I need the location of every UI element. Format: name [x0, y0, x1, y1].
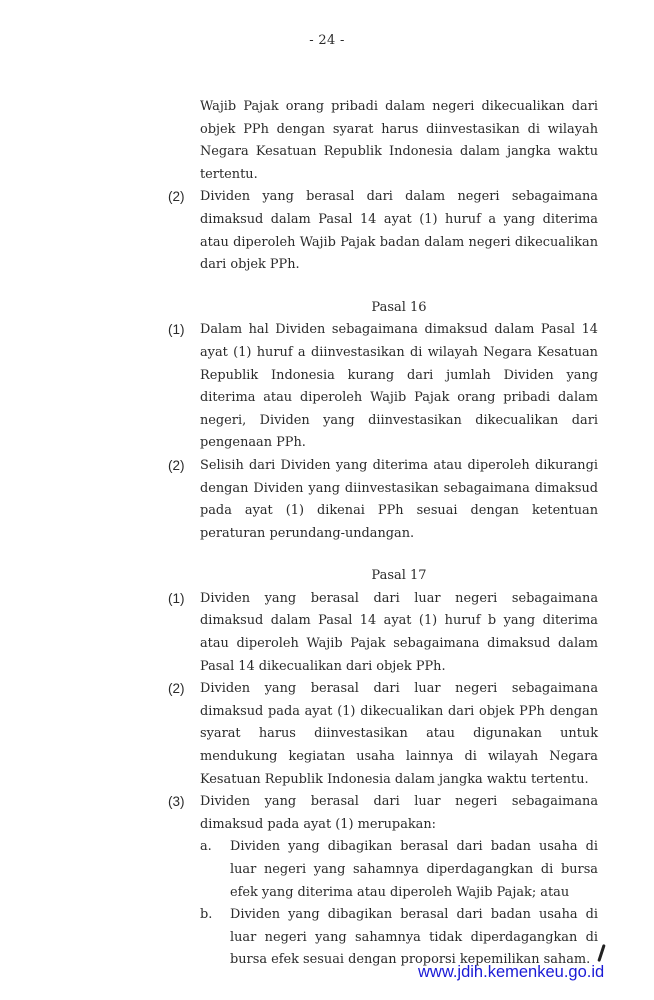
article-16-item-2	[168, 455, 598, 545]
subitem-b	[200, 904, 598, 972]
article-17-item-2	[168, 678, 598, 791]
item-text: Selisih dari Dividen yang diterima atau diperoleh dikurangi dengan Dividen yang diinvestasikan sebagaimana dimaksud pada ayat (1) dikenai PPh sesuai dengan ketentuan peraturan perundang-undangan.	[200, 457, 598, 541]
subitem-text: Dividen yang dibagikan berasal dari badan usaha di luar negeri yang sahamnya diperdagangkan di bursa efek yang diterima atau diperoleh Wajib Pajak; atau	[230, 839, 598, 900]
item-body	[200, 791, 598, 972]
subitem-text: Dividen yang dibagikan berasal dari badan usaha di luar negeri yang sahamnya tidak diperdagangkan di bursa efek sesuai dengan proporsi kepemilikan saham.	[230, 907, 598, 968]
subitem-marker: a.	[200, 839, 212, 855]
item-number: (2)	[168, 457, 185, 473]
subitem-marker: b.	[200, 907, 213, 923]
subitem-a	[200, 836, 598, 904]
article-15-item-2	[168, 186, 598, 276]
item-number: (2)	[168, 189, 185, 205]
item-text: Dividen yang berasal dari luar negeri sebagaimana dimaksud pada ayat (1) merupakan:	[200, 794, 598, 832]
continued-paragraph: Wajib Pajak orang pribadi dalam negeri dikecualikan dari objek PPh dengan syarat harus diinvestasikan di wilayah Negara Kesatuan Republik Indonesia dalam jangka waktu tertentu.	[200, 99, 598, 182]
page-number: - 24 -	[309, 33, 345, 48]
item-number: (1)	[168, 322, 185, 338]
initial-mark-icon	[597, 944, 605, 962]
article-16-heading: Pasal 16	[371, 299, 427, 315]
item-number: (1)	[168, 590, 185, 606]
item-number: (3)	[168, 794, 185, 810]
item-text: Dividen yang berasal dari dalam negeri sebagaimana dimaksud dalam Pasal 14 ayat (1) huruf a yang diterima atau diperoleh Wajib Pajak badan dalam negeri dikecualikan dari objek PPh.	[200, 189, 598, 273]
document-body	[168, 96, 598, 972]
item-number: (2)	[168, 681, 185, 697]
article-17-heading: Pasal 17	[371, 568, 427, 584]
item-text: Dalam hal Dividen sebagaimana dimaksud dalam Pasal 14 ayat (1) huruf a diinvestasikan di wilayah Negara Kesatuan Republik Indonesia kurang dari jumlah Dividen yang diterima atau diperoleh Wajib Pajak orang pribadi dalam negeri, Dividen yang diinvestasikan dikecualikan dari pengenaan PPh.	[200, 322, 598, 451]
article-17-item-3	[168, 791, 598, 972]
footer-url-link[interactable]: www.jdih.kemenkeu.go.id	[418, 963, 605, 981]
article-17-item-1	[168, 588, 598, 678]
item-text: Dividen yang berasal dari luar negeri sebagaimana dimaksud pada ayat (1) dikecualikan dari objek PPh dengan syarat harus diinvestasikan atau digunakan untuk mendukung kegiatan usaha lainnya di wilayah Negara Kesatuan Republik Indonesia dalam jangka waktu tertentu.	[200, 681, 598, 787]
article-16-item-1	[168, 319, 598, 455]
item-text: Dividen yang berasal dari luar negeri sebagaimana dimaksud dalam Pasal 14 ayat (1) huruf b yang diterima atau diperoleh Wajib Pajak sebagaimana dimaksud dalam Pasal 14 dikecualikan dari objek PPh.	[200, 590, 598, 674]
